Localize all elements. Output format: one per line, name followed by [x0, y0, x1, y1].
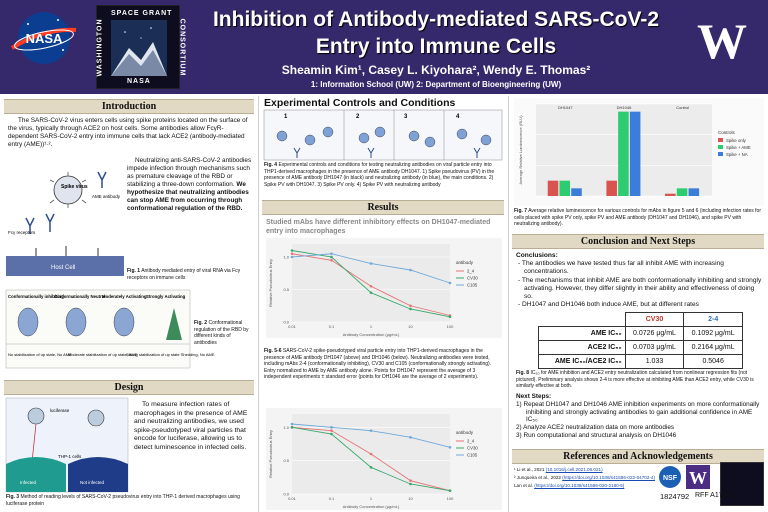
intro-paragraph-2	[127, 157, 253, 213]
y-tick-label: 1.0	[283, 424, 289, 430]
experimental-heading: Experimental Controls and Conditions	[264, 97, 456, 109]
x-tick-label: 1	[369, 324, 373, 329]
bar-spike-only	[548, 181, 559, 196]
luciferase-label: luciferase	[50, 408, 70, 413]
table-row-header: AME IC₅₀	[539, 327, 626, 341]
legend-swatch	[718, 138, 723, 142]
host-cell-label: Host Cell	[51, 265, 76, 271]
table-row-header: AME IC₅₀/ACE2 IC₅₀	[539, 355, 626, 369]
data-point	[291, 252, 294, 255]
nsf-logo	[658, 465, 682, 489]
figure-7-chart	[514, 98, 764, 206]
space-grant-small-logo	[720, 462, 764, 506]
fig2-header-1: Conformationally inhibiting	[8, 294, 64, 299]
column-divider-1	[258, 96, 259, 512]
table-row	[539, 341, 743, 355]
y-tick-label: 0.0	[283, 491, 289, 497]
legend-title: antibody	[456, 260, 474, 265]
reference-3	[514, 483, 656, 489]
data-point	[291, 256, 294, 259]
authors: Sheamin Kim¹, Casey L. Kiyohara², Wendy E. Thomas²	[281, 63, 591, 77]
data-point	[330, 426, 333, 429]
legend-title: antibody	[456, 430, 474, 435]
data-point	[330, 429, 333, 432]
data-point	[449, 316, 452, 319]
legend-item: Spike + NA	[726, 152, 748, 157]
legend-item: Spike only	[726, 138, 746, 143]
title-line-1: Inhibition of Antibody-mediated SARS-CoV-2	[212, 8, 660, 31]
bar-spike-ame	[677, 188, 688, 196]
x-tick-label: 0.01	[288, 324, 296, 329]
y-tick-label: 0.5	[283, 458, 289, 464]
x-tick-label: 100	[446, 496, 454, 501]
sgc-text-right: CONSORTIUM	[178, 18, 186, 77]
table-cell: 0.0726 μg/mL	[625, 327, 684, 341]
grant-number-1: 1824792	[660, 492, 690, 501]
y-axis-label: Relative Pseudovirus Entry	[268, 258, 273, 308]
figure-5-6-caption-label: Fig. 5-6	[264, 348, 282, 354]
data-point	[370, 262, 373, 265]
references-list	[514, 467, 656, 489]
conclusions-block	[516, 252, 762, 309]
design-heading: Design	[4, 380, 254, 395]
conclusion-bullet-3: - DH1047 and DH1046 both induce AME, but at different rates	[518, 301, 699, 309]
figure-8-caption-text: IC₅₀ for AME inhibition and ACE2 entry neutralization calculated from nonlinear regression fits (not pictured). Preliminary analysis shows 2-4 is more effective at inhibiting AME than ACE2 entry, while CV30 is similarly effective at both.	[516, 370, 754, 389]
figure-3-caption-label: Fig. 3	[6, 494, 20, 500]
figure-3-caption	[6, 494, 254, 507]
category-label: Control	[676, 105, 690, 110]
x-tick-label: 10	[408, 496, 413, 501]
y-axis-label: Relative Pseudovirus Entry	[268, 429, 273, 479]
figure-1-caption-text: Antibody mediated entry of viral RNA via Fcγ receptors on immune cells	[127, 268, 241, 281]
conclusion-bullet-2: - The mechanisms that inhibit AME are both conformationally inhibiting and strongly activating. However, they differ slightly in their ability and effectiveness of doing so.	[518, 276, 762, 301]
references-heading: References and Acknowledgements	[512, 449, 764, 464]
table-cell: 0.5046	[684, 355, 743, 369]
data-point	[330, 252, 333, 255]
y-tick-label: 0.5	[283, 287, 289, 292]
poster-header	[0, 0, 768, 94]
table-row	[539, 355, 743, 369]
y-tick-label: 1.0	[283, 254, 289, 260]
spike-virus-label: Spike virus	[61, 184, 88, 190]
category-label: DH1047	[557, 105, 573, 110]
legend-swatch	[718, 145, 723, 149]
conclusion-heading: Conclusion and Next Steps	[512, 234, 764, 249]
ame-antibody-label: AME antibody	[92, 194, 121, 199]
legend-item: CV30	[467, 445, 478, 451]
bar-spike-only	[606, 181, 617, 196]
fcy-receptors-label: Fcγ receptors	[8, 230, 36, 235]
next-step-3: 3) Run computational and structural analysis on DH1046	[516, 431, 677, 439]
bar-spike-na	[630, 112, 641, 196]
conclusion-bullet-3-text: DH1047 and DH1046 both induce AME, but at different rates	[522, 301, 699, 309]
figure-3-caption-text: Method of reading levels of SARS-CoV-2 pseudovirus entry into THP-1 derived macrophages using luciferase protein	[6, 494, 240, 507]
table-cell: 0.0703 μg/mL	[625, 341, 684, 355]
column-divider-2	[508, 96, 509, 512]
figure-7-caption-label: Fig. 7	[514, 208, 528, 214]
design-text: To measure infection rates of macrophages in the presence of AME and neutralizing antibodies, we used spike-pseudotyped viral particles that encode for luciferase, allowing us to detect luminescence in infected cells.	[134, 401, 248, 451]
sgc-text-left: WASHINGTON	[96, 18, 104, 77]
data-point	[330, 256, 333, 259]
data-point	[409, 483, 412, 486]
reference-1-link[interactable]: (10.1016/j.cell.2021.06.021)	[545, 467, 603, 472]
x-axis-label: Antibody Concentration (μg/mL)	[342, 332, 400, 337]
figure-4-caption-label: Fig. 4	[264, 162, 278, 168]
y-axis-label: Average Relative Luminescence (RLU)	[518, 115, 523, 185]
reference-3-link[interactable]: (https://doi.org/10.1038/s41586-020-2180-5)	[534, 483, 625, 488]
table-row	[539, 313, 743, 327]
next-steps-title: Next Steps:	[516, 393, 552, 400]
next-steps-block	[516, 393, 762, 440]
results-subheading: Studied mAbs have different inhibitory effects on DH1047-mediated entry into macrophages	[266, 219, 491, 235]
uw-logo-text: W	[697, 13, 747, 69]
table-cell: 0.1092 μg/mL	[684, 327, 743, 341]
data-point	[291, 426, 294, 429]
legend-item: C105	[467, 452, 478, 458]
legend-item: C105	[467, 282, 478, 288]
data-point	[370, 429, 373, 432]
legend-item: CV30	[467, 275, 478, 281]
data-point	[370, 291, 373, 294]
reference-3-label: Lan et al.	[514, 483, 535, 488]
table-cell: 0.2164 μg/mL	[684, 341, 743, 355]
figure-5-6-caption	[264, 348, 504, 381]
figure-8-caption-label: Fig. 8	[516, 370, 530, 376]
bar-spike-only	[665, 194, 676, 196]
ic50-table	[538, 312, 743, 369]
conclusions-title: Conclusions:	[516, 252, 558, 259]
intro-paragraph-1: The SARS-CoV-2 virus enters cells using spike proteins located on the surface of the virus, typically through ACE2 on host cells. Some antibodies allow FcγR-dependent SARS-CoV-2 entry into immune cells that lack ACE2 (antibody-mediated entry (AME))¹·².	[8, 117, 248, 148]
data-point	[330, 259, 333, 262]
intro-mechanisms: Neutralizing anti-SARS-CoV-2 antibodies impede infection through mechanisms such as premature cleavage of the RBD or stabilizing a three-down conformation.	[127, 157, 252, 188]
affiliations: 1: Information School (UW) 2: Department of Bioengineering (UW)	[310, 80, 562, 89]
figure-7-caption	[514, 208, 764, 228]
x-tick-label: 0.1	[328, 324, 335, 329]
sgc-text-bottom: NASA	[127, 78, 151, 85]
x-axis-label: Antibody Concentration (μg/mL)	[342, 504, 400, 509]
reference-2	[514, 475, 656, 481]
next-step-1: 1) Repeat DH1047 and DH1046 AME inhibition experiments on more conformationally inhibiting and strongly activating antibodies to gain additional confidence in AME IC₅₀	[516, 400, 760, 424]
data-point	[409, 269, 412, 272]
figure-2-caption	[194, 320, 254, 346]
y-tick-label: 0.0	[283, 319, 289, 325]
data-point	[370, 285, 373, 288]
fig2-footer-3: Strong stabilization of up state Shedding, No AME	[126, 352, 215, 357]
x-tick-label: 100	[446, 324, 454, 329]
x-tick-label: 10	[408, 324, 413, 329]
nasa-logo-text: NASA	[25, 31, 63, 46]
title-line-2: Entry into Immune Cells	[315, 35, 557, 58]
table-row	[539, 327, 743, 341]
intro-hypothesis: We hypothesize that neutralizing antibodies can stop AME from occurring through conformational regulation of the RBD.	[127, 181, 249, 212]
data-point	[370, 453, 373, 456]
table-row-header: ACE2 IC₅₀	[539, 341, 626, 355]
figure-1-caption-label: Fig. 1	[127, 268, 141, 274]
nsf-logo-text: NSF	[663, 475, 677, 482]
figure-6-chart	[266, 408, 502, 510]
infected-label: Infected	[20, 480, 37, 485]
legend-item: Spike + AME	[726, 145, 751, 150]
introduction-heading: Introduction	[4, 99, 254, 114]
table-cell: 1.033	[625, 355, 684, 369]
figure-8-caption	[516, 370, 762, 390]
panel-number-2: 2	[356, 114, 360, 120]
bar-spike-ame	[559, 181, 570, 196]
plot-area	[292, 244, 450, 322]
figure-5-chart	[266, 238, 502, 338]
data-point	[409, 308, 412, 311]
bar-spike-na	[571, 188, 582, 196]
data-point	[449, 489, 452, 492]
grant-number-2: RFF A172852	[695, 492, 739, 499]
mountain-icon	[111, 20, 167, 76]
x-tick-label: 0.1	[328, 496, 335, 501]
fig2-header-2: Conformationally Neutral	[54, 294, 106, 299]
uw-small-logo	[686, 465, 710, 489]
fig2-header-3: Moderately Activating	[102, 294, 147, 299]
data-point	[291, 249, 294, 252]
data-point	[409, 304, 412, 307]
uw-logo	[693, 13, 751, 69]
space-grant-logo	[96, 5, 186, 89]
legend-title: Controls	[718, 130, 735, 135]
figure-4-illustration	[264, 110, 502, 160]
category-label: DH1046	[616, 105, 632, 110]
figure-4-caption	[264, 162, 502, 188]
figure-4-caption-text: Experimental controls and conditions for testing neutralizing antibodies on viral particle entry into THP1-derived macrophages in the presence of AME antibody DH1047. 1) Spike pseudovirus (PV) in the presence of AME antibody DH1047 (in black) and neutralizing antibody (in blue), the main conditions. 2) Spike PV with DH1047. 3) Spike PV only. 4) Spike PV with neutralizing antibody	[264, 162, 495, 188]
table-header-cv30: CV30	[625, 313, 684, 327]
sgc-text-top: SPACE GRANT	[111, 10, 173, 17]
fig2-footer-2: Moderate stabilization of up state, AME	[68, 352, 138, 357]
conclusion-bullet-2-text: The mechanisms that inhibit AME are both conformationally inhibiting and strongly activating. However, they differ slightly in their ability and effectiveness of doing so.	[521, 276, 762, 301]
panel-number-4: 4	[456, 114, 460, 120]
data-point	[449, 282, 452, 285]
figure-2-caption-label: Fig. 2	[194, 320, 208, 326]
legend-item: 2_4	[467, 438, 475, 444]
legend-item: 2_4	[467, 268, 475, 274]
next-step-2: 2) Analyze ACE2 neutralization data on more antibodies	[516, 424, 675, 432]
x-tick-label: 1	[369, 496, 373, 501]
reference-2-label: ² Junqueira et al., 2022	[514, 475, 563, 480]
figure-7-caption-text: Average relative luminescence for various controls for mAbs in figure 5 and 6 (including infection rates for cells placed with spike PV only, spike PV and AME antibody (DH1047 and DH1046), and spike PV with neutralizing antibody).	[514, 208, 761, 227]
data-point	[449, 446, 452, 449]
data-point	[409, 436, 412, 439]
reference-1	[514, 467, 656, 473]
reference-2-link[interactable]: (https://doi.org/10.1038/s41586-022-04702-4)	[562, 475, 655, 480]
nasa-logo	[8, 10, 80, 66]
legend-swatch	[718, 152, 723, 156]
conclusion-bullet-1: - The antibodies we have tested thus far all inhibit AME with increasing concentrations.	[518, 260, 724, 276]
figure-3-illustration	[6, 398, 128, 492]
reference-1-label: ¹ Li et al., 2021	[514, 467, 546, 472]
data-point	[409, 479, 412, 482]
panel-number-3: 3	[404, 114, 408, 120]
bar-spike-ame	[618, 112, 629, 196]
poster-title	[186, 6, 686, 60]
not-infected-label: Not infected	[80, 480, 105, 485]
fig2-footer-1: No stabilization of up state, No AME	[8, 352, 72, 357]
figure-1-illustration	[6, 152, 124, 276]
panel-number-1: 1	[284, 114, 288, 120]
fig2-header-4: Strongly Activating	[146, 294, 186, 299]
data-point	[330, 433, 333, 436]
results-heading: Results	[262, 200, 504, 215]
table-cell	[539, 313, 626, 327]
table-header-2-4: 2-4	[684, 313, 743, 327]
figure-2-caption-text: Conformational regulation of the RBD by different kinds of antibodies	[194, 320, 249, 346]
conclusion-bullet-1-text: The antibodies we have tested thus far all inhibit AME with increasing concentrations.	[521, 260, 724, 276]
figure-5-6-caption-text: SARS-CoV-2 spike-pseudotyped viral particle entry into THP1-derived macrophages in the presence of AME antibody DH1047 (above) and DH1046 (below). Neutralizing antibodies were tested, including mAbs 2-4 (conformationally inhibiting), CV30 and C105 (conformationally strongly activating). Entry normalized to AME by AME antibody alone. Points for DH1047 represent the average of 3 independent experiments ± standard error (points for DH1046 are the average of 2 experiments).	[264, 348, 492, 380]
data-point	[370, 466, 373, 469]
figure-1-caption	[127, 268, 253, 281]
x-tick-label: 0.01	[288, 496, 296, 501]
bar-spike-na	[689, 188, 700, 196]
uw-small-logo-text: W	[689, 468, 707, 488]
thp1-label: THP-1 cells	[58, 454, 82, 459]
data-point	[291, 423, 294, 426]
